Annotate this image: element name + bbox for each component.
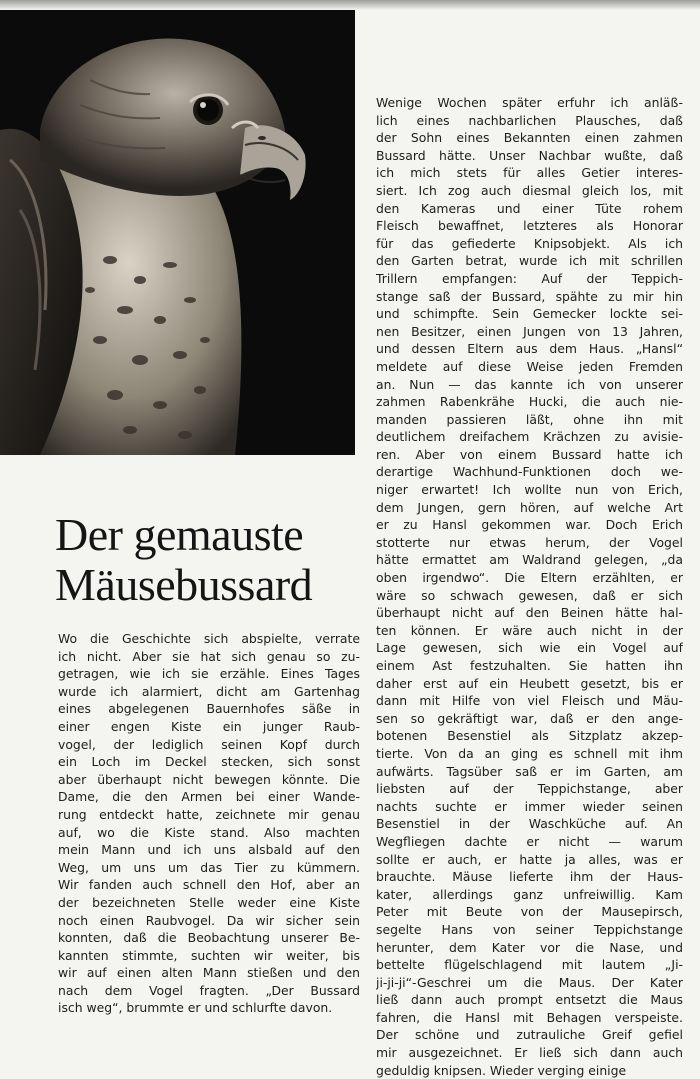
text-column-right — [376, 94, 683, 1079]
text-line: ich nicht. Aber sie hat sich genau so zu- — [58, 648, 360, 664]
text-line: ten können. Er wäre auch nicht in der — [376, 622, 683, 638]
text-line: vogel, der lediglich seinen Kopf durch — [58, 736, 360, 752]
text-line: zahmen Rabenkrähe Hucki, die auch nie- — [376, 394, 683, 410]
text-column-left — [58, 630, 360, 1017]
title-line-1: Der gemauste — [55, 509, 304, 560]
text-line: Wenige Wochen später erfuhr ich anläß- — [376, 95, 683, 110]
text-line: Peter mit Beute von der Mausepirsch, — [376, 904, 683, 920]
text-line: Wo die Geschichte sich abspielte, verrate — [58, 631, 360, 646]
text-line: kater, allerdings ganz unfreiwillig. Kam — [376, 886, 683, 902]
text-line: der bezeichneten Stelle weder eine Kiste — [58, 894, 360, 910]
page-edge-shadow — [0, 0, 700, 10]
text-line: Bussard hätte. Unser Nachbar wußte, daß — [376, 147, 683, 163]
text-line: und dessen Eltern aus dem Haus. „Hansl“ — [376, 341, 683, 357]
text-line: noch einen Raubvogel. Da wir sicher sein — [58, 912, 360, 928]
text-line: den Garten betrat, wurde ich mit schrillen — [376, 253, 683, 269]
text-line: einer engen Kiste ein junger Raub- — [58, 718, 360, 734]
text-line: dann mit Hilfe von viel Fleisch und Mäu- — [376, 693, 683, 709]
text-line: brauchte. Mäuse lieferte ihm der Haus- — [376, 869, 683, 885]
text-line: stotterte nur etwas herum, der Vogel — [376, 534, 683, 550]
text-line: getragen, wie ich sie erzähle. Eines Tages — [58, 666, 360, 682]
text-line: hätte ermattet am Waldrand gelegen, „da — [376, 552, 683, 568]
text-line: kannten stimmte, suchten wir weiter, bis — [58, 947, 360, 963]
text-line: Wegfliegen dachte er nicht — warum — [376, 833, 683, 849]
text-line: nach dem Vogel fragten. „Der Bussard — [58, 982, 360, 998]
text-line: ein Loch im Deckel stecken, sich sonst — [58, 754, 360, 770]
text-line: den Kameras und einer Tüte rohem — [376, 200, 683, 216]
text-line: Fleisch bewaffnet, letzteres als Honorar — [376, 218, 683, 234]
text-line: und schimpfte. Sein Gemecker lockte sei- — [376, 306, 683, 322]
text-line: geduldig knipsen. Wieder verging einige — [376, 1062, 627, 1078]
text-line: segelte Hans von seiner Teppichstange — [376, 921, 683, 937]
text-line: stange saß der Bussard, spähte zu mir hin — [376, 288, 683, 304]
text-line: bettelte flügelschlagend mit lautem „Ji- — [376, 957, 683, 973]
text-line: lich eines nachbarlichen Plausches, daß — [376, 112, 683, 128]
text-line: niger erwartet! Ich wollte nun von Erich, — [376, 482, 683, 498]
text-line: ren. Aber von einem Bussard hatte ich — [376, 446, 683, 462]
text-line: fahren, die Hansl mit Behagen verspeiste. — [376, 1009, 683, 1025]
text-line: sollte er auch, er hatte ja alles, was er — [376, 851, 683, 867]
text-line: wir auf einen alten Mann stießen und den — [58, 965, 360, 981]
text-line: Der schöne und zutrauliche Greif gefiel — [376, 1027, 683, 1043]
text-line: Trillern empfangen: Auf der Teppich- — [376, 270, 683, 286]
text-line: rung entdeckt hatte, zeichnete mir genau — [58, 806, 360, 822]
text-line: nen Besitzer, einen Jungen von 13 Jahren, — [376, 323, 683, 339]
text-line: wäre so schwach gewesen, daß er sich — [376, 587, 683, 603]
text-line: auf, wo die Kiste stand. Also machten — [58, 824, 360, 840]
text-line: dem Jungen, gern hören, auf welche Art — [376, 499, 683, 515]
text-line: einem Ast festzuhalten. Sie hatten ihn — [376, 658, 683, 673]
text-line: daher erst auf ein Heubett gesetzt, bis er — [376, 675, 683, 691]
text-line: botenen Besenstiel als Sitzplatz akzep- — [376, 728, 683, 744]
text-line: konnten, daß die Beobachtung unserer Be- — [58, 930, 360, 946]
text-line: manden passieren läßt, ohne ihn mit — [376, 411, 683, 427]
text-line: Wir fanden auch schnell den Hof, aber an — [58, 877, 360, 893]
text-line: tierte. Von da an ging es schnell mit ihm — [376, 745, 683, 761]
text-line: deutlichem dreifachem Krächzen zu avisie- — [376, 429, 683, 445]
buzzard-illustration — [0, 10, 355, 455]
text-line: ji-ji-ji“-Geschrei um die Maus. Der Kater — [376, 974, 683, 990]
buzzard-photo — [0, 10, 355, 455]
text-line: liebsten auf der Teppichstange, aber — [376, 781, 683, 797]
text-line: mein Mann und ich uns alsbald auf den — [58, 842, 360, 858]
text-line: Weg, um uns um das Tier zu kümmern. — [58, 859, 360, 875]
article-title — [55, 510, 365, 610]
text-line: ließ dann auch prompt entsetzt die Maus — [376, 992, 683, 1008]
text-line: aufwärts. Tagsüber saß er im Garten, am — [376, 763, 683, 779]
text-line: er zu Hansl gekommen war. Doch Erich — [376, 517, 683, 533]
text-line: meldete auf diese Weise jeden Fremden — [376, 358, 683, 374]
text-line: herunter, dem Kater vor die Nase, und — [376, 939, 683, 955]
title-line-2: Mäusebussard — [55, 559, 313, 610]
text-line: der Sohn eines Bekannten einen zahmen — [376, 130, 683, 146]
text-line: siert. Ich zog auch diesmal gleich los, mit — [376, 182, 683, 198]
text-line: überhaupt nicht auf den Beinen hätte hal- — [376, 605, 683, 621]
text-line: isch weg“, brummte er und schlurfte davon. — [58, 1000, 333, 1016]
text-line: ich mich stets für alles Getier interes- — [376, 165, 683, 181]
text-line: aber überhaupt nicht bewegen könnte. Die — [58, 771, 360, 787]
text-line: derartige Wachhund-Funktionen doch we- — [376, 464, 683, 480]
text-line: oben irgendwo“. Die Eltern erzählten, er — [376, 570, 683, 586]
text-line: mir ausgezeichnet. Er ließ sich dann auch — [376, 1045, 683, 1061]
text-line: wurde ich alarmiert, dicht am Gartenhag — [58, 683, 360, 699]
text-line: Dame, die den Armen bei einer Wande- — [58, 789, 360, 805]
text-line: für das gefiederte Knipsobjekt. Als ich — [376, 235, 683, 251]
text-line: nachts suchte er immer wieder seinen — [376, 798, 683, 814]
text-line: sen so gekräftigt war, daß er den ange- — [376, 710, 683, 726]
text-line: eines abgelegenen Bauernhofes säße in — [58, 701, 360, 717]
text-line: an. Nun — das kannte ich von unserer — [376, 376, 683, 392]
text-line: Lage gewesen, sich wie ein Vogel auf — [376, 640, 683, 656]
text-line: Besenstiel in der Waschküche auf. An — [376, 816, 683, 832]
